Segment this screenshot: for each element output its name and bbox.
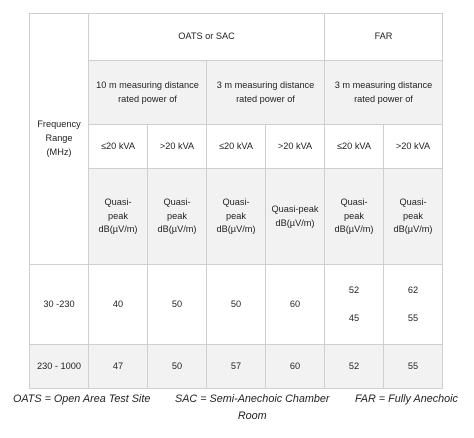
- frequency-range-header: Frequency Range (MHz): [30, 14, 89, 265]
- quasi-peak-header: Quasi- peak dB(µV/m): [384, 169, 443, 265]
- limit-value-cell: 60: [266, 345, 325, 389]
- quasi-peak-header: Quasi- peak dB(µV/m): [325, 169, 384, 265]
- footnote-sac: SAC = Semi-Anechoic Chamber Room: [175, 393, 330, 422]
- power-header: ˃20 kVA: [384, 125, 443, 169]
- power-header: ˃20 kVA: [148, 125, 207, 169]
- far-value-cell: 62 55: [384, 265, 443, 345]
- quasi-peak-header: Quasi-peak dB(µV/m): [266, 169, 325, 265]
- power-header: ˃20 kVA: [266, 125, 325, 169]
- distance-10m-header: 10 m measuring distance rated power of: [89, 61, 207, 125]
- far-header: FAR: [325, 14, 443, 61]
- limit-value-cell: 60: [266, 265, 325, 345]
- footnote-far: FAR = Fully Anechoic: [355, 393, 458, 405]
- frequency-range-cell: 230 - 1000: [30, 345, 89, 389]
- oats-sac-header: OATS or SAC: [89, 14, 325, 61]
- limit-value-cell: 50: [148, 345, 207, 389]
- limit-value-cell: 50: [207, 265, 266, 345]
- table-row: [30, 345, 443, 389]
- quasi-peak-header: Quasi- peak dB(µV/m): [148, 169, 207, 265]
- limit-value-cell: 50: [148, 265, 207, 345]
- power-header: ≤20 kVA: [89, 125, 148, 169]
- far-distance-3m-header: 3 m measuring distance rated power of: [325, 61, 443, 125]
- limit-value-cell: 40: [89, 265, 148, 345]
- distance-3m-header: 3 m measuring distance rated power of: [207, 61, 325, 125]
- table-row: [30, 265, 443, 345]
- power-header: ≤20 kVA: [325, 125, 384, 169]
- far-value-cell: 55: [384, 345, 443, 389]
- power-header: ≤20 kVA: [207, 125, 266, 169]
- limit-value-cell: 47: [89, 345, 148, 389]
- emission-limits-table: [29, 13, 443, 389]
- quasi-peak-header: Quasi- peak dB(µV/m): [207, 169, 266, 265]
- far-value-cell: 52: [325, 345, 384, 389]
- quasi-peak-header: Quasi- peak dB(µV/m): [89, 169, 148, 265]
- frequency-range-cell: 30 -230: [30, 265, 89, 345]
- footnote-oats: OATS = Open Area Test Site: [13, 393, 151, 405]
- far-value-cell: 52 45: [325, 265, 384, 345]
- limit-value-cell: 57: [207, 345, 266, 389]
